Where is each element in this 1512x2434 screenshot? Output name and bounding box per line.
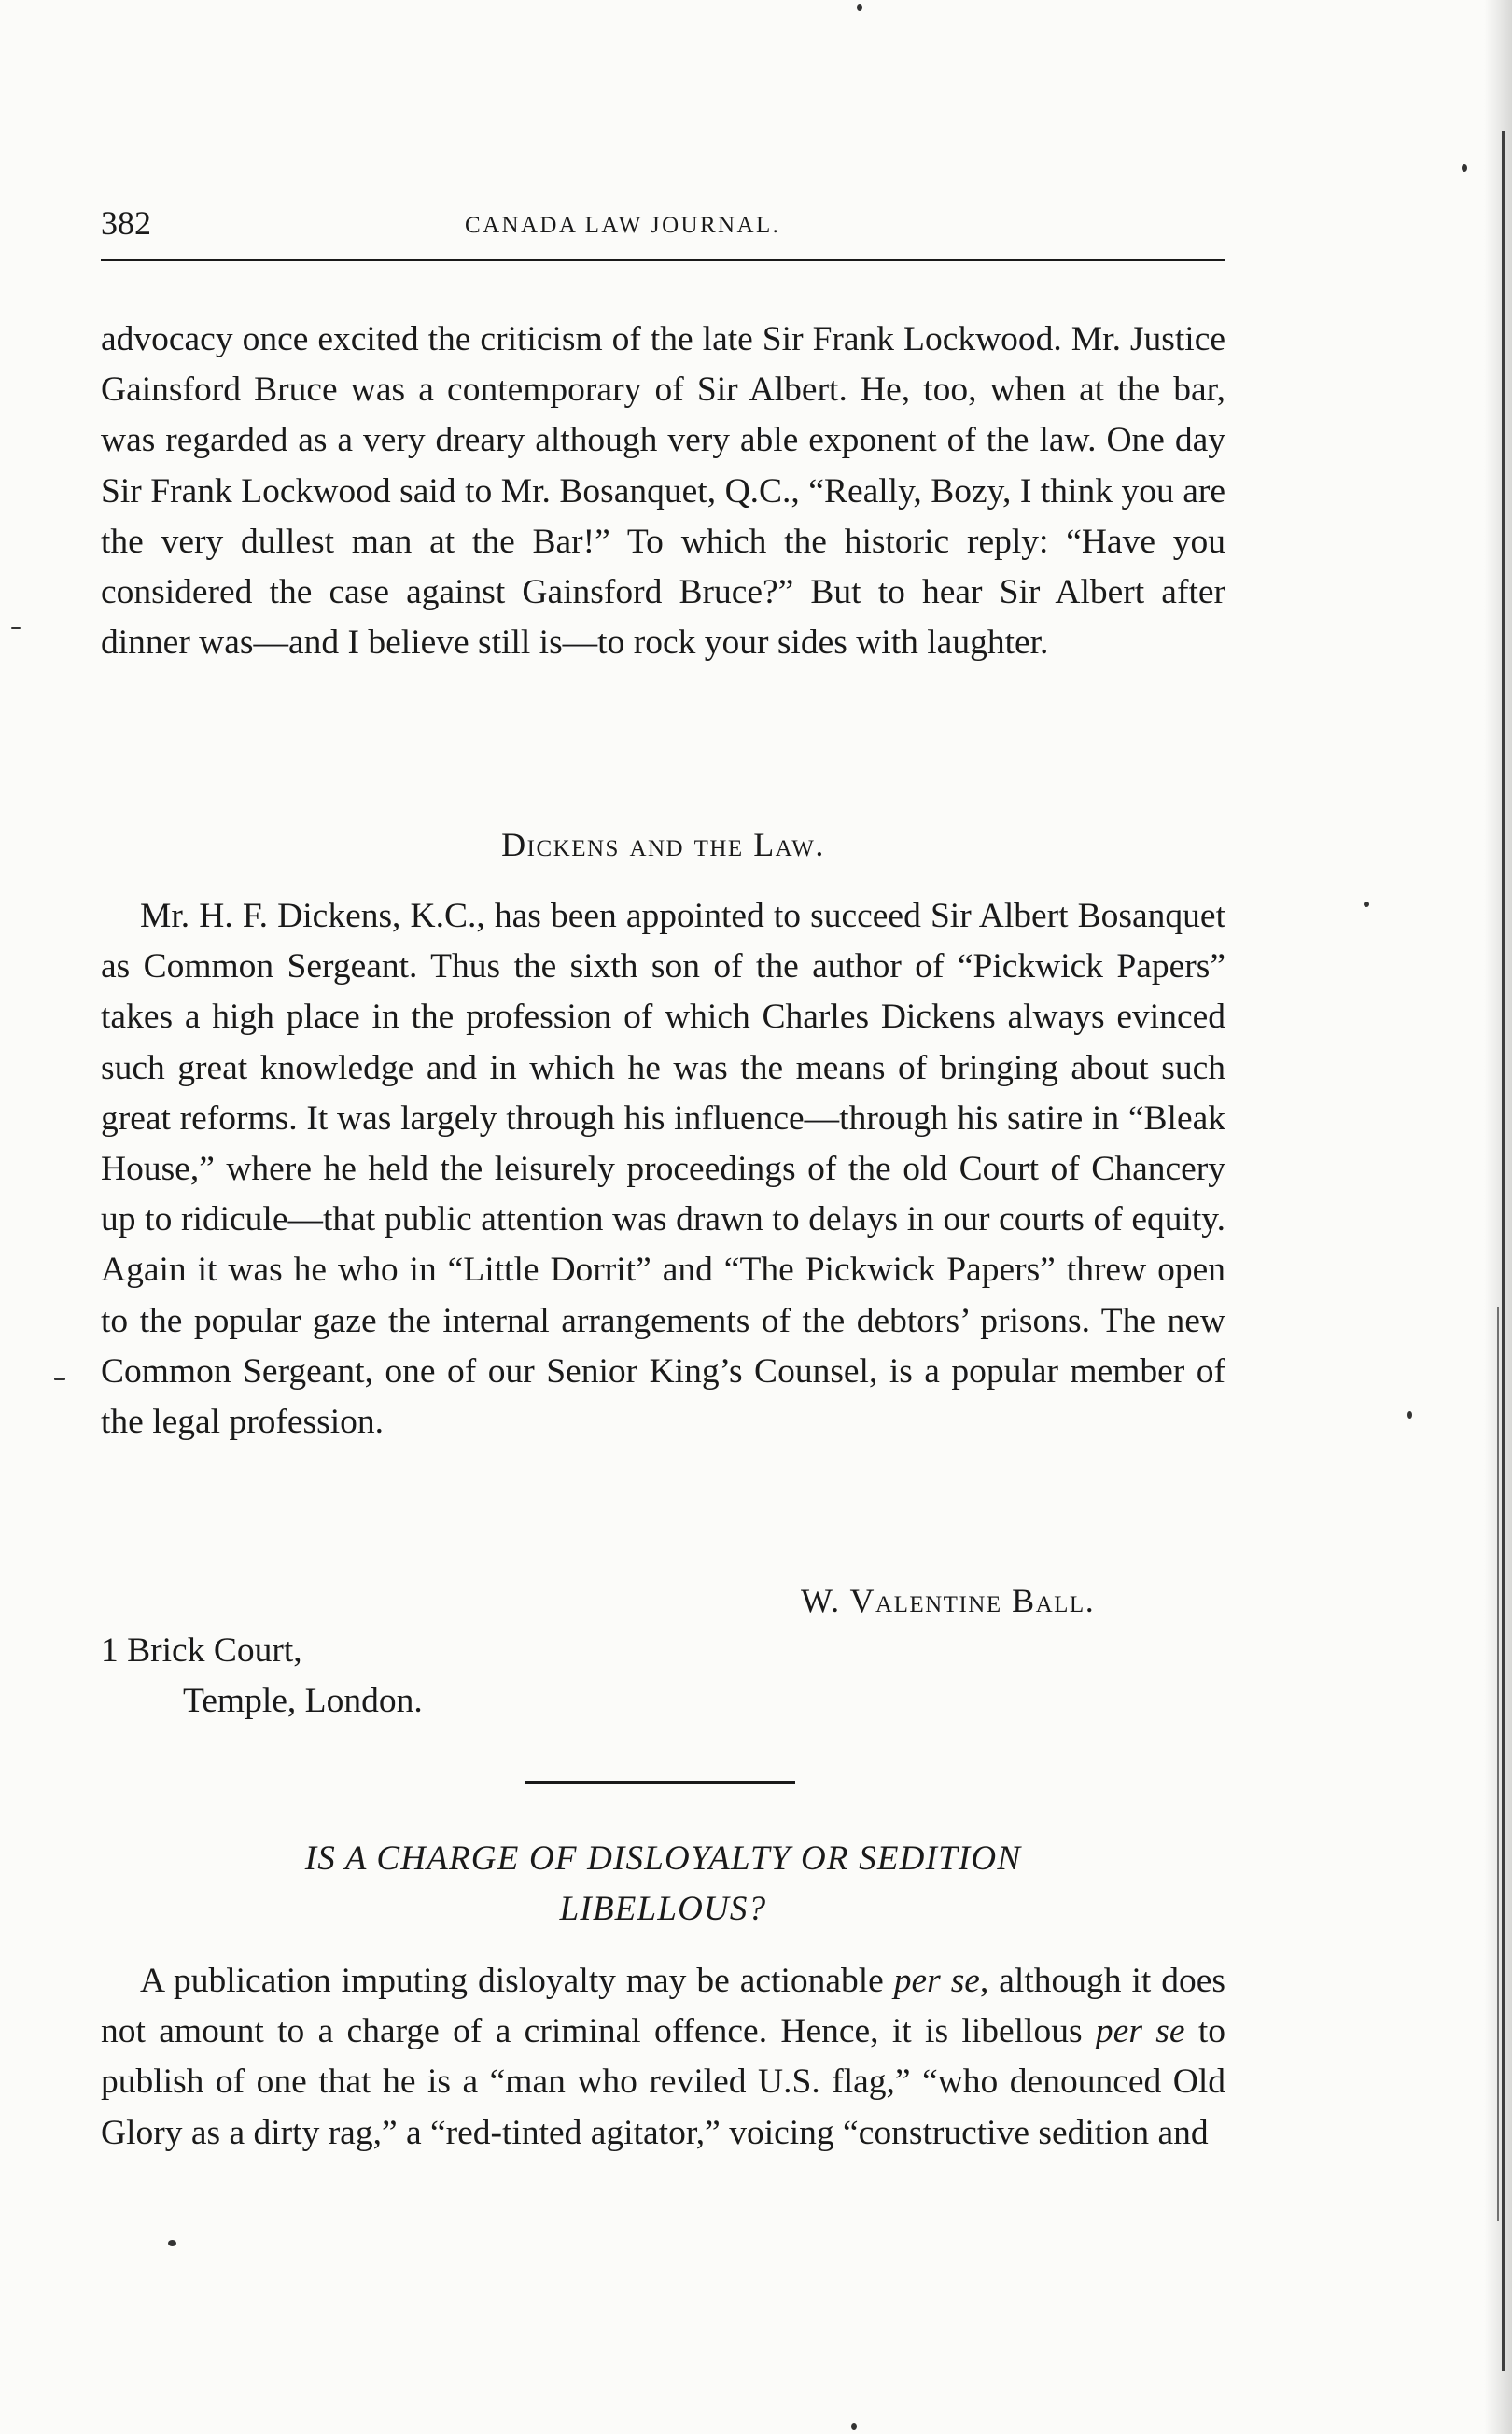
- page-header: [101, 200, 1225, 256]
- text-run: A publication imputing disloyalty may be actionable: [140, 1962, 894, 2000]
- scan-speck: [851, 2423, 857, 2430]
- paragraph-text: Mr. H. F. Dickens, K.C., has been appointed to succeed Sir Albert Bosanquet as Common Sergeant. Thus the sixth son of the author of “Pickwick Papers” takes a high place in the profession of which Charles Dickens always evinced such great knowledge and in which he was the means of bringing about such great reforms. It was largely through his influence—through his satire in “Bleak House,” where he held the leisurely proceedings of the old Court of Chancery up to ridicule—that public attention was drawn to delays in our courts of equity. Again it was he who in “Little Dorrit” and “The Pickwick Papers” threw open to the popular gaze the internal arrangements of the debtors’ prisons. The new Common Sergeant, one of our Senior King’s Counsel, is a popular member of the legal profession.: [101, 897, 1225, 1442]
- paragraph-dickens: [101, 891, 1225, 1448]
- article-title-line: IS A CHARGE OF DISLOYALTY OR SEDITION: [304, 1839, 1022, 1878]
- page-number: 382: [101, 204, 151, 242]
- latin-phrase: per se: [1095, 2012, 1185, 2051]
- text-run: , although it does not amount to a charge of a criminal offence. Hence, it is libellous: [101, 1962, 1225, 2051]
- page-edge-line: [1502, 131, 1505, 2371]
- running-head: CANADA LAW JOURNAL.: [465, 213, 781, 238]
- author-signature: W. Valentine Ball.: [801, 1582, 1096, 1619]
- paragraph-text: [101, 1956, 1225, 2159]
- section-divider: [525, 1781, 795, 1784]
- scan-speck: [857, 4, 862, 11]
- article-title: [101, 1834, 1225, 1935]
- scan-speck: [1462, 164, 1467, 172]
- paragraph-text: advocacy once excited the criticism of the late Sir Frank Lockwood. Mr. Justice Gainsford Bruce was a contemporary of Sir Albert. He, too, when at the bar, was regarded as a very dreary although very able exponent of the law. One day Sir Frank Lockwood said to Mr. Bosanquet, Q.C., “Really, Bozy, I think you are the very dullest man at the Bar!” To which the historic reply: “Have you considered the case against Gainsford Bruce?” But to hear Sir Albert after dinner was—and I believe still is—to rock your sides with laughter.: [101, 320, 1225, 663]
- latin-phrase: per se: [893, 1962, 980, 2000]
- paragraph-libel: [101, 1956, 1225, 2159]
- scan-speck: [168, 2240, 176, 2246]
- scan-speck: [11, 627, 21, 629]
- paragraph-continued: [101, 315, 1225, 668]
- scan-speck: [1364, 902, 1369, 907]
- address-line: Temple, London.: [183, 1682, 423, 1720]
- section-title: Dickens and the Law.: [501, 826, 825, 863]
- text-run: to publish of one that he is a “man who reviled U.S. flag,” “who denounced Old Glory as a dirty rag,” a “red-tinted agitator,” voicing “constructive sedition and: [101, 2012, 1225, 2152]
- page-edge-line-secondary: [1497, 1307, 1499, 2221]
- scan-speck: [1407, 1411, 1412, 1419]
- scan-speck: [54, 1378, 65, 1380]
- header-rule: [101, 259, 1225, 261]
- article-title-line: LIBELLOUS?: [559, 1890, 767, 1928]
- address-line: 1 Brick Court,: [101, 1631, 302, 1670]
